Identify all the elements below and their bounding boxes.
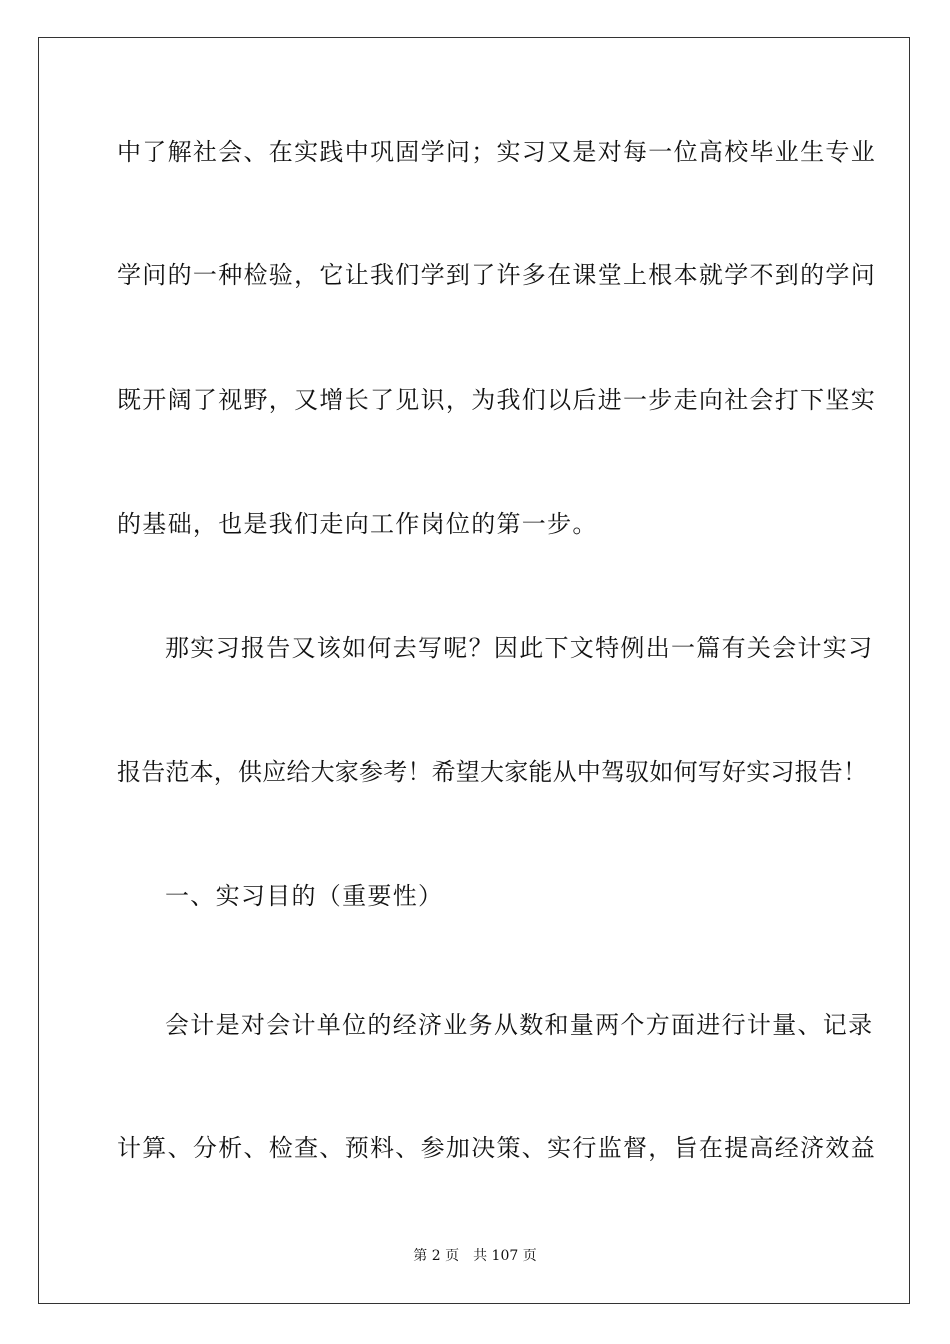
body-text-line: 既开阔了视野，又增长了见识，为我们以后进一步走向社会打下坚实 [117,386,876,414]
body-text-line: 计算、分析、检查、预料、参加决策、实行监督，旨在提高经济效益 [117,1134,876,1162]
page-footer [0,1247,950,1265]
page-border [38,37,910,1304]
body-text-line: 会计是对会计单位的经济业务从数和量两个方面进行计量、记录 [165,1011,874,1039]
body-text-line: 学问的一种检验，它让我们学到了许多在课堂上根本就学不到的学问 [117,261,876,289]
section-heading: 一、实习目的（重要性） [165,882,444,910]
page-total: 共 107 页 [473,1248,537,1264]
body-text-line: 中了解社会、在实践中巩固学问；实习又是对每一位高校毕业生专业 [117,138,876,166]
page-number: 第 2 页 [413,1248,460,1264]
body-text-line: 的基础，也是我们走向工作岗位的第一步。 [117,510,598,538]
body-text-line: 报告范本，供应给大家参考！希望大家能从中驾驭如何写好实习报告！ [117,758,868,786]
body-text-line: 那实习报告又该如何去写呢？因此下文特例出一篇有关会计实习 [165,634,874,662]
